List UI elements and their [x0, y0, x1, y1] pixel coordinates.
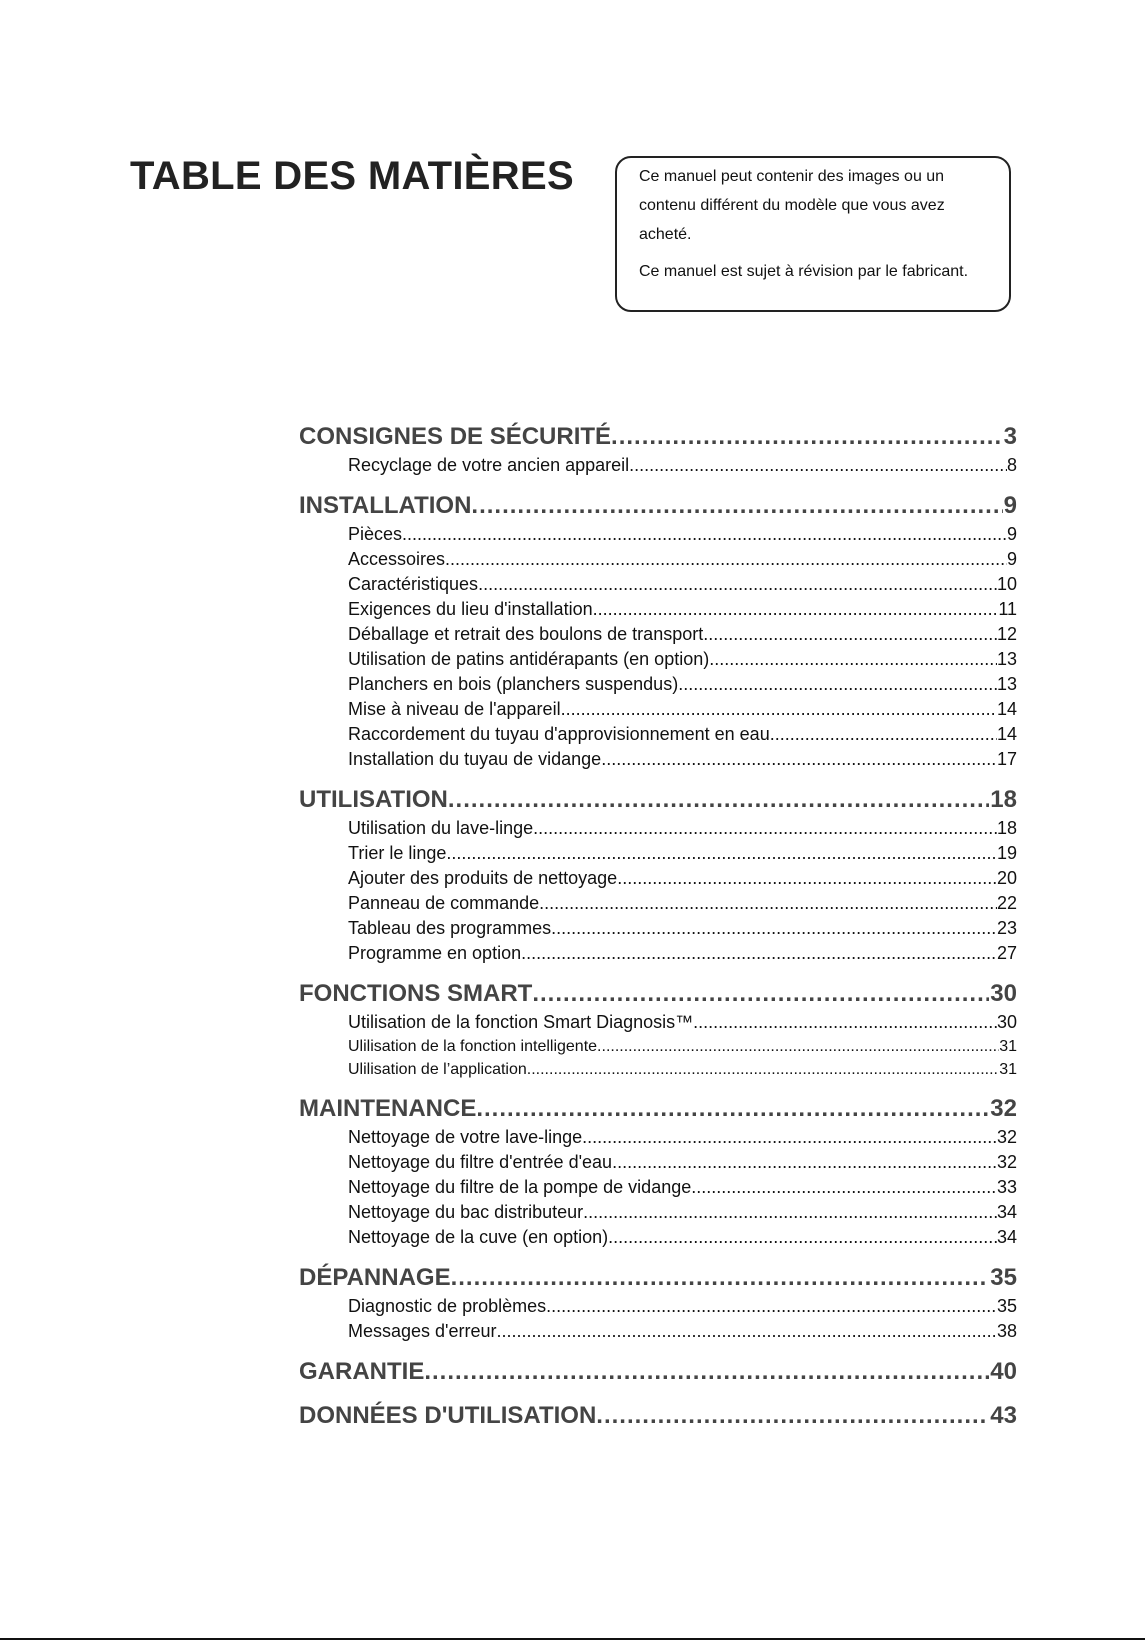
toc-item[interactable]	[299, 572, 1017, 597]
toc-section-heading[interactable]	[299, 977, 1017, 1010]
toc-entry-title: Messages d'erreur	[348, 1321, 497, 1341]
notice-text-1: Ce manuel peut contenir des images ou un contenu différent du modèle que vous avez acheté.	[639, 168, 945, 243]
toc-entry-title: Accessoires	[348, 549, 446, 569]
dot-leader	[497, 1319, 997, 1344]
toc-page-number: 23	[996, 918, 1017, 938]
toc-entry-title: Ajouter des produits de nettoyage	[348, 868, 618, 888]
toc-page-number: 35	[996, 1296, 1017, 1316]
dot-leader	[445, 547, 1007, 572]
dot-leader	[402, 522, 1007, 547]
toc-entry-title: Recyclage de votre ancien appareil	[348, 455, 630, 475]
dot-leader	[561, 697, 997, 722]
toc-page-number: 3	[1003, 423, 1017, 450]
toc-page-number: 27	[996, 943, 1017, 963]
toc-item[interactable]	[299, 1035, 1017, 1058]
toc-page-number: 10	[996, 574, 1017, 594]
toc-page-number: 19	[996, 843, 1017, 863]
dot-leader	[583, 1200, 997, 1225]
toc-item[interactable]	[299, 597, 1017, 622]
dot-leader	[608, 1225, 997, 1250]
toc-page-number: 12	[996, 624, 1017, 644]
dot-leader	[693, 1010, 997, 1035]
dot-leader	[446, 841, 997, 866]
dot-leader	[451, 1261, 990, 1294]
toc-entry-title: UTILISATION	[299, 786, 448, 813]
toc-item[interactable]	[299, 747, 1017, 772]
toc-entry-title: Diagnostic de problèmes	[348, 1296, 547, 1316]
toc-page-number: 18	[996, 818, 1017, 838]
toc-page-number: 9	[1006, 549, 1017, 569]
toc-item[interactable]	[299, 941, 1017, 966]
dot-leader	[532, 977, 989, 1010]
toc-item[interactable]	[299, 1294, 1017, 1319]
dot-leader	[424, 1355, 989, 1388]
toc-page-number: 30	[990, 980, 1017, 1007]
toc-page-number: 35	[990, 1264, 1017, 1291]
toc-page-number: 9	[1006, 524, 1017, 544]
toc-section-utilisation	[299, 783, 1017, 966]
toc-page-number: 31	[999, 1061, 1017, 1078]
dot-leader	[691, 1175, 997, 1200]
toc-page-number: 34	[996, 1227, 1017, 1247]
toc-page-number: 13	[996, 649, 1017, 669]
toc-section-heading[interactable]	[299, 489, 1017, 522]
toc-page-number: 22	[996, 893, 1017, 913]
toc-item[interactable]	[299, 1175, 1017, 1200]
toc-entry-title: Nettoyage du bac distributeur	[348, 1202, 584, 1222]
dot-leader	[612, 1150, 997, 1175]
toc-item[interactable]	[299, 453, 1017, 478]
toc-entry-title: Exigences du lieu d'installation	[348, 599, 593, 619]
toc-item[interactable]	[299, 1010, 1017, 1035]
toc-section-heading[interactable]	[299, 1399, 1017, 1432]
dot-leader	[582, 1125, 997, 1150]
toc-section-heading[interactable]	[299, 783, 1017, 816]
toc-entry-title: Déballage et retrait des boulons de transport	[348, 624, 704, 644]
toc-page-number: 14	[996, 724, 1017, 744]
toc-page-number: 32	[996, 1152, 1017, 1172]
dot-leader	[546, 1294, 997, 1319]
toc-section-installation	[299, 489, 1017, 772]
toc-page-number: 17	[996, 749, 1017, 769]
toc-entry-title: Ulilisation de l’application	[348, 1061, 527, 1078]
toc-entry-title: Pièces	[348, 524, 403, 544]
toc-section-maintenance	[299, 1092, 1017, 1250]
toc-page-number: 8	[1006, 455, 1017, 475]
toc-entry-title: Mise à niveau de l'appareil	[348, 699, 561, 719]
toc-item[interactable]	[299, 1125, 1017, 1150]
toc-entry-title: CONSIGNES DE SÉCURITÉ	[299, 423, 612, 450]
toc-section-donnees-d-utilisation	[299, 1399, 1017, 1432]
table-of-contents	[299, 420, 1017, 1443]
dot-leader	[448, 783, 989, 816]
toc-entry-title: DONNÉES D'UTILISATION	[299, 1402, 597, 1429]
toc-entry-title: Planchers en bois (planchers suspendus)	[348, 674, 679, 694]
dot-leader	[476, 1092, 989, 1125]
dot-leader	[770, 722, 997, 747]
toc-entry-title: Installation du tuyau de vidange	[348, 749, 602, 769]
toc-page-number: 31	[999, 1038, 1017, 1055]
toc-page-number: 13	[996, 674, 1017, 694]
toc-entry-title: DÉPANNAGE	[299, 1264, 451, 1291]
toc-entry-title: Nettoyage de votre lave-linge	[348, 1127, 583, 1147]
toc-entry-title: Ulilisation de la fonction intelligente	[348, 1038, 598, 1055]
toc-section-depannage	[299, 1261, 1017, 1344]
toc-item[interactable]	[299, 841, 1017, 866]
toc-page-number: 11	[998, 599, 1017, 619]
dot-leader	[521, 941, 997, 966]
toc-page-number: 34	[996, 1202, 1017, 1222]
toc-entry-title: Nettoyage du filtre d'entrée d'eau	[348, 1152, 613, 1172]
dot-leader	[551, 916, 997, 941]
toc-item[interactable]	[299, 522, 1017, 547]
toc-entry-title: Panneau de commande	[348, 893, 540, 913]
toc-section-heading[interactable]	[299, 1355, 1017, 1388]
toc-item[interactable]	[299, 1058, 1017, 1081]
dot-leader	[593, 597, 999, 622]
dot-leader	[597, 1035, 999, 1058]
toc-page-number: 14	[996, 699, 1017, 719]
notice-box	[615, 156, 1011, 312]
page-title: TABLE DES MATIÈRES	[130, 154, 574, 198]
dot-leader	[709, 647, 997, 672]
toc-page-number: 30	[996, 1012, 1017, 1032]
toc-entry-title: Raccordement du tuyau d'approvisionnement en eau	[348, 724, 770, 744]
toc-item[interactable]	[299, 672, 1017, 697]
toc-item[interactable]	[299, 816, 1017, 841]
toc-item[interactable]	[299, 547, 1017, 572]
toc-entry-title: Utilisation de patins antidérapants (en option)	[348, 649, 710, 669]
toc-page-number: 43	[990, 1402, 1017, 1429]
toc-item[interactable]	[299, 916, 1017, 941]
dot-leader	[601, 747, 997, 772]
toc-item[interactable]	[299, 722, 1017, 747]
dot-leader	[533, 816, 997, 841]
toc-entry-title: Trier le linge	[348, 843, 447, 863]
toc-item[interactable]	[299, 866, 1017, 891]
dot-leader	[678, 672, 997, 697]
toc-entry-title: INSTALLATION	[299, 492, 472, 519]
dot-leader	[596, 1399, 989, 1432]
toc-entry-title: Caractéristiques	[348, 574, 479, 594]
toc-page-number: 38	[996, 1321, 1017, 1341]
notice-text-2: Ce manuel est sujet à révision par le fabricant.	[639, 263, 969, 280]
toc-entry-title: Utilisation du lave-linge	[348, 818, 534, 838]
toc-page-number: 32	[996, 1127, 1017, 1147]
toc-item[interactable]	[299, 697, 1017, 722]
page-bottom-rule	[0, 1638, 1145, 1640]
dot-leader	[539, 891, 997, 916]
toc-page-number: 32	[990, 1095, 1017, 1122]
dot-leader	[471, 489, 1002, 522]
dot-leader	[703, 622, 997, 647]
toc-entry-title: MAINTENANCE	[299, 1095, 477, 1122]
toc-page-number: 20	[996, 868, 1017, 888]
toc-entry-title: Programme en option	[348, 943, 522, 963]
dot-leader	[629, 453, 1007, 478]
toc-item[interactable]	[299, 1200, 1017, 1225]
toc-section-heading[interactable]	[299, 420, 1017, 453]
dot-leader	[611, 420, 1003, 453]
dot-leader	[617, 866, 997, 891]
toc-entry-title: FONCTIONS SMART	[299, 980, 533, 1007]
toc-section-fonctions-smart	[299, 977, 1017, 1081]
toc-item[interactable]	[299, 891, 1017, 916]
dot-leader	[527, 1058, 999, 1081]
toc-entry-title: Utilisation de la fonction Smart Diagnosis™	[348, 1012, 694, 1032]
toc-item[interactable]	[299, 1225, 1017, 1250]
toc-page-number: 9	[1003, 492, 1017, 519]
toc-section-heading[interactable]	[299, 1092, 1017, 1125]
dot-leader	[478, 572, 997, 597]
toc-section-consignes-de-securite	[299, 420, 1017, 478]
toc-item[interactable]	[299, 1150, 1017, 1175]
toc-entry-title: Nettoyage du filtre de la pompe de vidange	[348, 1177, 692, 1197]
toc-item[interactable]	[299, 622, 1017, 647]
toc-entry-title: Tableau des programmes	[348, 918, 552, 938]
toc-section-heading[interactable]	[299, 1261, 1017, 1294]
toc-entry-title: Nettoyage de la cuve (en option)	[348, 1227, 609, 1247]
toc-item[interactable]	[299, 1319, 1017, 1344]
toc-page-number: 33	[996, 1177, 1017, 1197]
toc-entry-title: GARANTIE	[299, 1358, 425, 1385]
toc-section-garantie	[299, 1355, 1017, 1388]
toc-page-number: 40	[990, 1358, 1017, 1385]
toc-page-number: 18	[990, 786, 1017, 813]
toc-item[interactable]	[299, 647, 1017, 672]
